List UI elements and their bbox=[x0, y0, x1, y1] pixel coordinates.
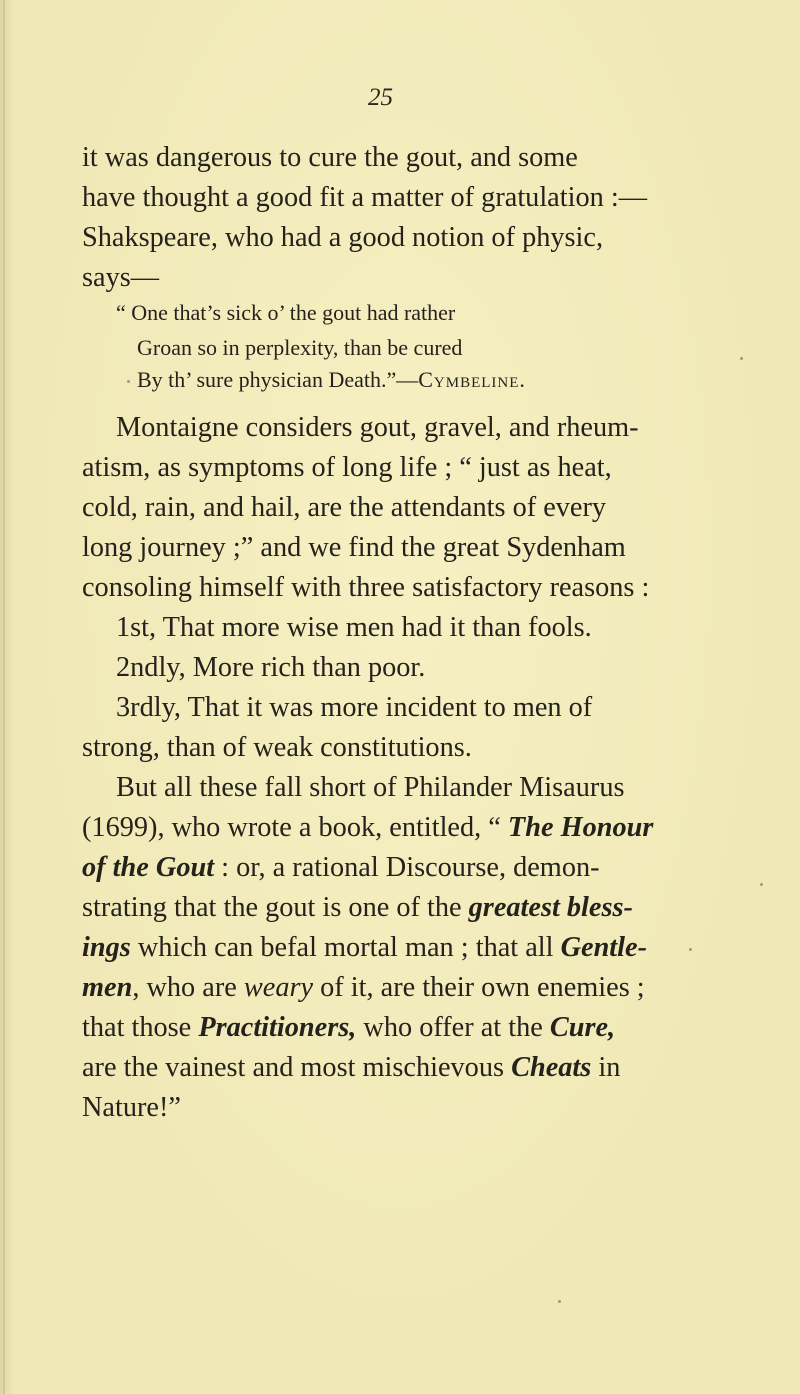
paper-speck bbox=[689, 948, 692, 951]
quote-line2: Groan so in perplexity, than be cured bbox=[137, 335, 463, 360]
paragraph3-line8 bbox=[82, 1051, 620, 1085]
paragraph3-line6-d: of it, are their own enemies ; bbox=[313, 972, 645, 1003]
paragraph3-line2 bbox=[82, 811, 653, 845]
paragraph3-line8-c: in bbox=[591, 1052, 621, 1083]
paragraph3-line5 bbox=[82, 931, 647, 965]
paragraph3-line7-a: that those bbox=[82, 1012, 199, 1043]
paragraph3-line9: Nature!” bbox=[82, 1092, 181, 1123]
quote-line3 bbox=[137, 366, 526, 394]
paragraph2-line9: strong, than of weak constitutions. bbox=[82, 732, 472, 763]
reason-third: 3rdly, That it was more incident to men of bbox=[116, 692, 593, 723]
paragraph3-line1: But all these fall short of Philander Misaurus bbox=[116, 772, 625, 803]
quote-source: Cymbeline. bbox=[418, 367, 526, 392]
quote-line1: “ One that’s sick o’ the gout had rather bbox=[116, 300, 456, 325]
paragraph3-line7 bbox=[82, 1011, 615, 1045]
paragraph1-line1: it was dangerous to cure the gout, and some bbox=[82, 142, 578, 173]
emphasis-men: men bbox=[82, 972, 133, 1003]
emphasis-gentlemen: Gentle- bbox=[560, 932, 648, 963]
paragraph2-line1: Montaigne considers gout, gravel, and rheum- bbox=[116, 412, 639, 443]
page-number: 25 bbox=[368, 84, 393, 111]
reason-second: 2ndly, More rich than poor. bbox=[116, 652, 426, 683]
paper-speck bbox=[760, 883, 763, 886]
emphasis-greatest-blessings: greatest bless- bbox=[468, 892, 633, 923]
paper-speck bbox=[558, 1300, 561, 1303]
paragraph2-line4: long journey ;” and we find the great Sydenham bbox=[82, 532, 626, 563]
paragraph3-line6 bbox=[82, 971, 645, 1005]
emphasis-weary: weary bbox=[243, 972, 314, 1003]
paragraph1-line2: have thought a good fit a matter of gratulation :— bbox=[82, 182, 647, 213]
paragraph1-line4: says— bbox=[82, 262, 160, 293]
paragraph3-line7-c: who offer at the bbox=[356, 1012, 550, 1043]
paper-speck bbox=[740, 357, 743, 360]
book-title-part1: The Honour bbox=[507, 812, 654, 843]
paragraph3-line4-a: strating that the gout is one of the bbox=[82, 892, 469, 923]
paragraph2-line2: atism, as symptoms of long life ; “ just as heat, bbox=[82, 452, 612, 483]
paragraph3-line5-b: which can befal mortal man ; that all bbox=[130, 932, 561, 963]
emphasis-cure: Cure, bbox=[549, 1012, 616, 1043]
emphasis-ings: ings bbox=[82, 932, 131, 963]
paragraph3-line8-a: are the vainest and most mischievous bbox=[82, 1052, 512, 1083]
emphasis-practitioners: Practitioners, bbox=[198, 1012, 357, 1043]
paragraph3-line6-b: , who are bbox=[132, 972, 244, 1003]
paragraph2-line3: cold, rain, and hail, are the attendants of every bbox=[82, 492, 607, 523]
reason-first: 1st, That more wise men had it than fools. bbox=[116, 612, 592, 643]
ink-dot bbox=[127, 380, 130, 383]
paragraph3-line3 bbox=[82, 851, 600, 885]
paragraph3-line2-a: (1699), who wrote a book, entitled, “ bbox=[82, 812, 508, 843]
emphasis-cheats: Cheats bbox=[511, 1052, 592, 1083]
paragraph3-line4 bbox=[82, 891, 633, 925]
page-edge-shadow bbox=[3, 0, 5, 1394]
paragraph2-line5: consoling himself with three satisfactory reasons : bbox=[82, 572, 650, 603]
paragraph3-line3-b: : or, a rational Discourse, demon- bbox=[214, 852, 600, 883]
quote-line3-text: By th’ sure physician Death.”— bbox=[137, 367, 419, 392]
paragraph1-line3: Shakspeare, who had a good notion of physic, bbox=[82, 222, 604, 253]
book-title-part2: of the Gout bbox=[82, 852, 215, 883]
